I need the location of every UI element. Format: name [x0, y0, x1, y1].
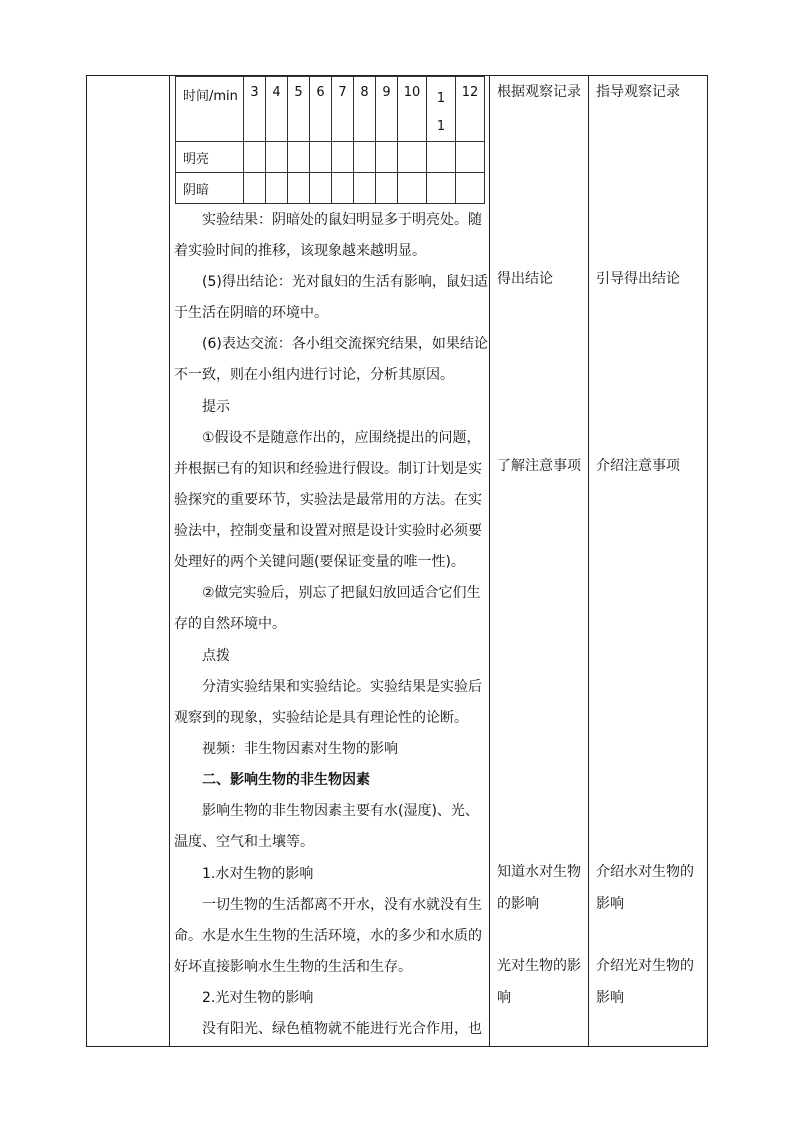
- pointer-line-2: 观察到的现象，实验结论是具有理论性的论断。: [174, 710, 468, 726]
- empty-cell: [288, 142, 310, 173]
- empty-cell: [456, 173, 485, 204]
- time-header-cell: 时间/min: [176, 77, 244, 142]
- pointer-line-1: 分清实验结果和实验结论。实验结果是实验后: [202, 679, 482, 695]
- tip-line-3: 验探究的重要环节，实验法是最常用的方法。在实: [174, 492, 482, 508]
- time-col-cell: 12: [456, 77, 485, 142]
- student-activity-3: 了解注意事项: [497, 458, 581, 474]
- column-divider-3: [588, 76, 589, 1046]
- water-line-3: 好坏直接影响水生生物的生活和生存。: [174, 959, 412, 975]
- exchange-line-2: 不一致，则在小组内进行讨论，分析其原因。: [174, 367, 454, 383]
- empty-cell: [427, 173, 456, 204]
- empty-cell: [354, 142, 376, 173]
- empty-cell: [288, 173, 310, 204]
- time-col-cell: 7: [332, 77, 354, 142]
- time-col-cell: 5: [288, 77, 310, 142]
- student-activity-5-line-1: 光对生物的影: [497, 958, 581, 974]
- teacher-activity-3: 介绍注意事项: [596, 458, 680, 474]
- student-activity-4-line-1: 知道水对生物: [497, 864, 581, 880]
- light-line-1: 没有阳光、绿色植物就不能进行光合作用，也: [202, 1021, 482, 1037]
- empty-cell: [244, 142, 266, 173]
- teacher-activity-4-line-1: 介绍水对生物的: [596, 864, 694, 880]
- table-row: [176, 142, 485, 173]
- light-heading: 2.光对生物的影响: [202, 990, 314, 1006]
- time-col-cell: 6: [310, 77, 332, 142]
- teacher-activity-5-line-1: 介绍光对生物的: [596, 958, 694, 974]
- empty-cell: [266, 173, 288, 204]
- result-line-1: 实验结果：阴暗处的鼠妇明显多于明亮处。随: [202, 212, 482, 228]
- empty-cell: [266, 142, 288, 173]
- video-line: 视频：非生物因素对生物的影响: [202, 741, 398, 757]
- empty-cell: [332, 142, 354, 173]
- empty-cell: [456, 142, 485, 173]
- tip-line-4: 验法中，控制变量和设置对照是设计实验时必须要: [174, 523, 482, 539]
- teacher-activity-1: 指导观察记录: [596, 84, 680, 100]
- time-col-cell: 4: [266, 77, 288, 142]
- result-line-2: 着实验时间的推移，该现象越来越明显。: [174, 243, 426, 259]
- time-col-cell: 3: [244, 77, 266, 142]
- empty-cell: [354, 173, 376, 204]
- student-activity-2: 得出结论: [497, 271, 553, 287]
- water-line-1: 一切生物的生活都离不开水，没有水就没有生: [202, 897, 482, 913]
- teacher-activity-2: 引导得出结论: [596, 271, 680, 287]
- empty-cell: [427, 142, 456, 173]
- tip-line-6: ②做完实验后，别忘了把鼠妇放回适合它们生: [202, 585, 481, 601]
- tip-line-5: 处理好的两个关键问题(要保证变量的唯一性)。: [174, 554, 465, 570]
- tip-line-2: 并根据已有的知识和经验进行假设。制订计划是实: [174, 461, 482, 477]
- tip-line-1: ①假设不是随意作出的，应围绕提出的问题，: [202, 430, 481, 446]
- factors-line-2: 温度、空气和土壤等。: [174, 834, 314, 850]
- water-line-2: 命。水是水生生物的生活环境，水的多少和水质的: [174, 928, 482, 944]
- row-label-dark: 阴暗: [176, 173, 244, 204]
- tip-heading: 提示: [202, 399, 230, 415]
- factors-line-1: 影响生物的非生物因素主要有水(湿度)、光、: [202, 803, 479, 819]
- teacher-activity-4-line-2: 影响: [596, 896, 624, 912]
- empty-cell: [398, 173, 427, 204]
- column-divider-2: [489, 76, 490, 1046]
- student-activity-5-line-2: 响: [497, 990, 511, 1006]
- time-col-cell: 9: [376, 77, 398, 142]
- tip-line-7: 存的自然环境中。: [174, 616, 286, 632]
- time-col-cell: 8: [354, 77, 376, 142]
- row-label-bright: 明亮: [176, 142, 244, 173]
- student-activity-1: 根据观察记录: [497, 84, 581, 100]
- teacher-activity-5-line-2: 影响: [596, 990, 624, 1006]
- empty-cell: [310, 142, 332, 173]
- empty-cell: [332, 173, 354, 204]
- empty-cell: [376, 142, 398, 173]
- student-activity-4-line-2: 的影响: [497, 896, 539, 912]
- water-heading: 1.水对生物的影响: [202, 866, 314, 882]
- pointer-heading: 点拨: [202, 648, 230, 664]
- exchange-line-1: (6)表达交流：各小组交流探究结果，如果结论: [202, 336, 488, 352]
- empty-cell: [376, 173, 398, 204]
- empty-cell: [244, 173, 266, 204]
- observation-table: [175, 76, 485, 204]
- column-divider-1: [169, 76, 170, 1046]
- empty-cell: [398, 142, 427, 173]
- time-col-cell: 1 1: [427, 77, 456, 142]
- conclusion-line-2: 于生活在阴暗的环境中。: [174, 305, 328, 321]
- conclusion-line-1: (5)得出结论：光对鼠妇的生活有影响，鼠妇适: [202, 274, 488, 290]
- table-header-row: [176, 77, 485, 142]
- table-row: [176, 173, 485, 204]
- section-heading: 二、影响生物的非生物因素: [202, 772, 370, 788]
- empty-cell: [310, 173, 332, 204]
- time-col-cell: 10: [398, 77, 427, 142]
